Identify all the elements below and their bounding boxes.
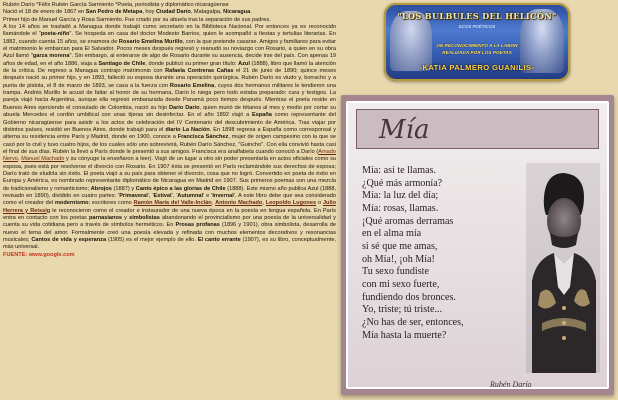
- poem-line: Mía: la luz del día;: [362, 190, 439, 202]
- poem-body: [362, 165, 522, 342]
- bio-text: '. A este libro debe que sea considerado como el creador del: [3, 192, 336, 207]
- poem-line: si sé que me amas,: [362, 240, 438, 252]
- bio-paragraph-main: [3, 24, 336, 252]
- book-part: Autumnal: [177, 192, 204, 199]
- antonio-machado-link[interactable]: Antonio Machado: [215, 200, 263, 207]
- book-title: Canto épico a las glorias de Chile: [135, 185, 226, 192]
- poem-line: en el alma mía: [362, 228, 422, 240]
- country: Nicaragua: [223, 9, 251, 16]
- place: Santiago de Chile: [98, 60, 146, 67]
- book-title: Prosas profanas: [175, 222, 220, 229]
- bio-text: ,: [17, 156, 22, 163]
- bio-text: , hoy: [142, 9, 156, 16]
- poem-line: con mi sexo fuerte,: [362, 278, 440, 290]
- author-portrait: [526, 163, 600, 373]
- newspaper: diario La Nación: [165, 126, 210, 133]
- alias: garza morena: [32, 53, 70, 60]
- movement: parnasianos: [89, 214, 122, 221]
- banner-author: -KATIA PALMERO GUANILIS-: [419, 63, 535, 72]
- poem-card: [341, 95, 614, 395]
- source-line: [3, 252, 336, 259]
- bio-text: ; escritores como: [88, 200, 134, 207]
- bio-text: Nació el 18 de enero de 1867 en: [3, 9, 86, 16]
- banner-line: REALIZADA POR LOS POETAS: [442, 50, 512, 55]
- bio-text: o: [316, 200, 323, 207]
- person-name: Rosario Emelina: [169, 82, 215, 89]
- manuel-machado-link[interactable]: Manuel Machado: [21, 156, 65, 163]
- bio-paragraph-birth: [3, 9, 336, 16]
- person-name: Rafaela Contreras Cañas: [165, 68, 234, 75]
- bio-text: , con la que pretende casarse. Amigos y familiares para evitar el matrimonio le embarcan para El Salvador. Pocos meses después regresó y reanudó su noviazgo con Rosario, a quien en su obra Azul llamó ": [3, 38, 336, 60]
- banner-subtitle: ECOS POÉTICOS: [458, 24, 496, 29]
- book-part: Estival: [153, 192, 172, 199]
- poem-line: oh Mía!, ¡oh Mía!: [362, 253, 435, 265]
- bio-heading: Rubén Darío *Félix Rubén García Sarmiento *Poeta, periodista y diplomático nicaragüense: [3, 2, 229, 8]
- bio-text: y su cónyuge la enseñaron a leer). Viajó de un lugar a otro sin poder presentarla en actos oficiales como su esposa, pues está por resolverse el divorcio con Rosario. En 1907 ésta se presentó en París reclamándole sus derechos de esposa; Darío trató de eludirla sin éxito. El poeta viajó a su país para obtener el divorcio, cosa que no logró. Convertido en poeta de éxito en Europa y América, es nombrado representante diplomático de Nicaragua en Madrid en 1907. Sus primeros poemas son una mezcla de tradicionalismo y romanticismo;: [3, 156, 336, 192]
- person-name: Rosario Emelina Murillo: [118, 38, 183, 45]
- person-name: Francisca Sánchez: [177, 134, 229, 141]
- book-part: Primaveral: [119, 192, 148, 199]
- poem-line: Mía: así te llamas.: [362, 165, 437, 176]
- bio-text: (1888). Este mismo año publica Azul (1888, revisado en 1890), dividido en cuatro partes: ': [3, 185, 336, 199]
- book-title: Azul: [238, 60, 250, 67]
- bio-text: ', ': [147, 192, 154, 199]
- source-label: FUENTE:: [3, 251, 29, 258]
- bio-text: el 21 de junio de 1890; quince meses después nació su primer hijo, y en 1893, falleció su esposa durante una operación quirúrgica. Rubén Darío es viudo y, borracho y a punta de pistola, el 8 de marzo de 1893, se casa a la fuerza con: [3, 68, 336, 89]
- ramon-link[interactable]: Ramón María del Valle-Inclán: [133, 200, 212, 207]
- nickname: poeta-niño: [40, 31, 70, 38]
- bio-text: , mujer de origen campesino con la que se casó por lo civil y tuvo cuatro hijos, de los cuales sólo uno sobrevivirá, Rubén Darío Sánchez, "Guincho". Con ella convivió hasta casi el final de sus días. Rubén la llevó a París donde le presentó a sus amigos. Francisca era analfabeta cuando conoció a Darío (: [3, 134, 336, 155]
- book-title: El canto errante: [197, 237, 241, 243]
- bio-text: ' e ': [203, 192, 213, 199]
- bio-text: le reconocieron como el creador e instaurador de una nueva época en la poesía en lengua española. En París entra en contacto con los poetas: [3, 207, 336, 221]
- banner-title: "LOS BULBULES DEL HELICÓN": [397, 11, 557, 21]
- bio-text: , donde publicó su primer gran título:: [145, 60, 239, 67]
- place: España: [252, 112, 272, 119]
- poem-title: Mía: [379, 115, 430, 145]
- bio-text: ". Sin embargo, al enterarse de algo de Rosario durante su ausencia, decide irse del país. Con apenas 19 años de edad, en el año 1886, viaja a: [3, 53, 336, 67]
- poem-line: ¿No has de ser, entonces,: [362, 316, 464, 328]
- poem-line: Yo, triste; tú triste...: [362, 304, 443, 316]
- bio-text: ,: [211, 200, 216, 207]
- bio-text: , cuyos dos hermanos militares le tendieron una trampa. Andrés Murillo le acusó de faltar al honor de su hermana, Darío lo niega pero todo estaba preparado: cura y testigos. La pareja viajó hacia Argentina, aunque ella regresó embarazada desde Panamá poco tiempo después. Mientras el poeta reside en Buenos Aires ejerciendo el consulado de Colombia, nació su hijo: [3, 82, 336, 111]
- bio-text: .: [250, 9, 252, 16]
- poem-line: fundiendo dos bronces.: [362, 291, 456, 303]
- book-title: Abrojos: [90, 185, 112, 192]
- city: Ciudad Darío: [156, 9, 191, 16]
- bio-text: , Matagalpa,: [190, 9, 224, 16]
- bio-text: , quien murió de tétanos al mes y medio por cortar su abuela Mercedes el cordón umbilical con unas tijeras sin desinfectar. En el año 1892 viajó a: [3, 104, 336, 119]
- herrera-link[interactable]: Julio Herrera y Reissig: [3, 200, 336, 214]
- birthplace: San Pedro de Metapa: [85, 9, 143, 16]
- bio-text: ". Se hospeda en casa del doctor Modesto Barrios, quien le acompañó a fiestas y tertulias literarias. En 1882, cuando cuenta 15 años, se enamora de: [3, 31, 336, 45]
- source-link[interactable]: www.google.com: [28, 251, 75, 258]
- poem-line: Mía: rosas, llamas.: [362, 202, 439, 214]
- bio-text: . En 1898 regresa a España como corresponsal y alterna su residencia entre París y Madrid, donde en 1900, conoce a: [3, 126, 336, 141]
- poem-title-box: [356, 109, 599, 149]
- poem-line: Mía hasta la muerte?: [362, 329, 447, 341]
- banner: [384, 3, 570, 81]
- bio-text: (1888), libro que llamó la atención de la crítica. De regreso a Managua contrajo matrimonio con: [3, 60, 336, 75]
- bio-text: (1887) y: [111, 185, 136, 192]
- movement: simbolistas: [129, 214, 160, 221]
- bio-text: y: [121, 214, 130, 221]
- bio-text: como representante del Gobierno nicaragüense para asistir a los actos de celebración del IV Centenario del descubrimiento de América. Tras viajar por distintos países, residió en Buenos Aires, donde trabajó para el: [3, 112, 336, 133]
- lugones-link[interactable]: Leopoldo Lugones: [265, 200, 317, 207]
- bio-text: (1896 y 1901), obra simbolista, desarrolla de nuevo el tema del amor. Formalmente creó una poesía elevada y refinada con muchos elementos decorativos y resonancias musicales;: [3, 222, 336, 243]
- movement: modernismo: [54, 200, 89, 207]
- book-title: Cantos de vida y esperanza: [31, 237, 107, 243]
- amado-nervo-link[interactable]: Amado Nervo: [3, 148, 336, 163]
- poem-card-inner: [346, 101, 609, 389]
- bio-paragraph-childhood: Primer hijo de Manuel García y Rosa Sarmiento. Fue criado por su abuela tras la separación de sus padres.: [3, 16, 271, 23]
- bio-text: abandonando el provincialismo por una poesía de la universalidad y cuenta su vida cotidiana pero a través de símbolos herméticos. En: [3, 214, 336, 229]
- poem-author: Rubén Darío: [490, 380, 532, 389]
- bio-text: (1905) es el mejor ejemplo de ello.: [106, 237, 198, 243]
- biography-text: [3, 2, 336, 398]
- poem-line: ¡Qué aromas derramas: [362, 215, 454, 227]
- book-part: Invernal: [212, 192, 234, 199]
- poem-line: Tu sexo fundiste: [362, 266, 429, 278]
- bio-text: A los 14 años se trasladó a Managua donde trabajó como secretario en la Biblioteca Nacional. Por entonces ya es reconocido llamándole el ": [3, 24, 336, 38]
- person-name: Darío Darío: [168, 104, 200, 111]
- poem-line: ¿Qué más armonía?: [362, 177, 443, 189]
- bio-text: ,: [262, 200, 266, 207]
- bio-text: ', ': [171, 192, 178, 199]
- banner-line: UN RECONOCIMIENTO A LA LABOR: [436, 43, 518, 48]
- bio-text: (1907), es su libro, conceptualmente, más universal.: [3, 237, 336, 251]
